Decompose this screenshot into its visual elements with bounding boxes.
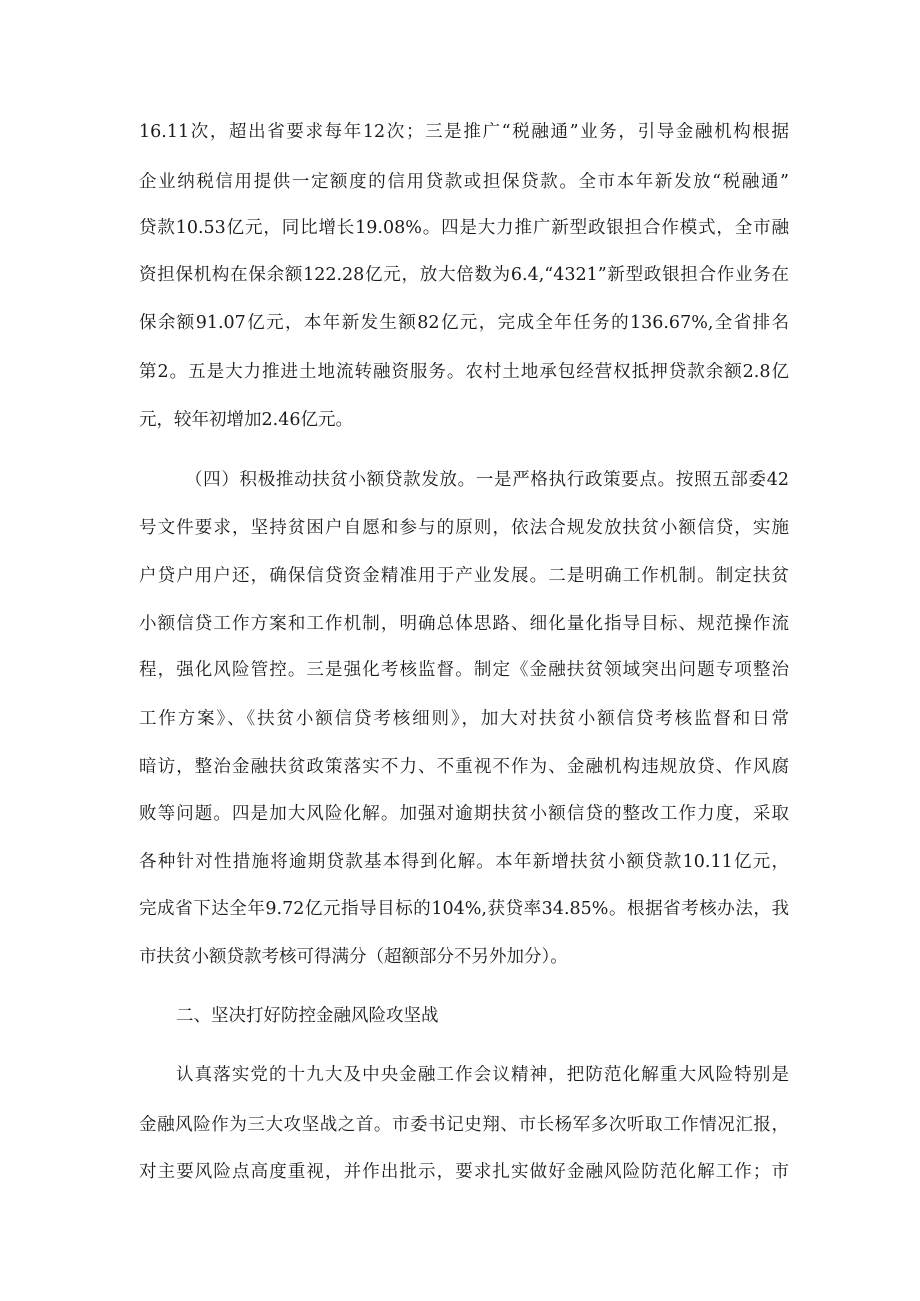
text-line: 对主要风险点高度重视，并作出批示，要求扎实做好金融风险防范化解工作；市 bbox=[139, 1162, 789, 1182]
text-line: 企业纳税信用提供一定额度的信用贷款或担保贷款。全市本年新发放“税融通” bbox=[139, 172, 789, 192]
section-heading-two: 二、坚决打好防控金融风险攻坚战 bbox=[176, 1006, 439, 1026]
text-line: 16.11次，超出省要求每年12次；三是推广“税融通”业务，引导金融机构根据 bbox=[139, 122, 789, 142]
text-line: 号文件要求，坚持贫困户自愿和参与的原则，依法合规发放扶贫小额信贷，实施 bbox=[139, 518, 789, 538]
text-line: 资担保机构在保余额122.28亿元，放大倍数为6.4,“4321”新型政银担合作业务在 bbox=[139, 265, 789, 285]
text-line: 程，强化风险管控。三是强化考核监督。制定《金融扶贫领域突出问题专项整治 bbox=[139, 660, 789, 680]
text-line: 工作方案》、《扶贫小额信贷考核细则》，加大对扶贫小额信贷考核监督和日常 bbox=[139, 709, 789, 729]
text-line: 各种针对性措施将逾期贷款基本得到化解。本年新增扶贫小额贷款10.11亿元， bbox=[139, 852, 789, 872]
text-line: 第2。五是大力推进土地流转融资服务。农村土地承包经营权抵押贷款余额2.8亿 bbox=[139, 362, 789, 382]
text-line: 市扶贫小额贷款考核可得满分（超额部分不另外加分）。 bbox=[139, 947, 568, 967]
text-line: 完成省下达全年9.72亿元指导目标的104%,获贷率34.85%。根据省考核办法，我 bbox=[139, 899, 789, 919]
text-line: 金融风险作为三大攻坚战之首。市委书记史翔、市长杨军多次听取工作情况汇报， bbox=[139, 1115, 789, 1135]
text-line: 贷款10.53亿元，同比增长19.08%。四是大力推广新型政银担合作模式，全市融 bbox=[139, 218, 789, 238]
section-heading-four: （四）积极推动扶贫小额贷款发放。一是严格执行政策要点。按照五部委42 bbox=[185, 470, 789, 490]
text-line: 小额信贷工作方案和工作机制，明确总体思路、细化量化指导目标、规范操作流 bbox=[139, 614, 789, 634]
text-line: 元，较年初增加2.46亿元。 bbox=[139, 410, 353, 430]
text-line: 认真落实党的十九大及中央金融工作会议精神，把防范化解重大风险特别是 bbox=[176, 1065, 789, 1085]
text-line: 户贷户用户还，确保信贷资金精准用于产业发展。二是明确工作机制。制定扶贫 bbox=[139, 566, 789, 586]
text-line: 暗访，整治金融扶贫政策落实不力、不重视不作为、金融机构违规放贷、作风腐 bbox=[139, 757, 789, 777]
text-line: 保余额91.07亿元，本年新发生额82亿元，完成全年任务的136.67%,全省排名 bbox=[139, 313, 789, 333]
text-line: 败等问题。四是加大风险化解。加强对逾期扶贫小额信贷的整改工作力度，采取 bbox=[139, 804, 789, 824]
